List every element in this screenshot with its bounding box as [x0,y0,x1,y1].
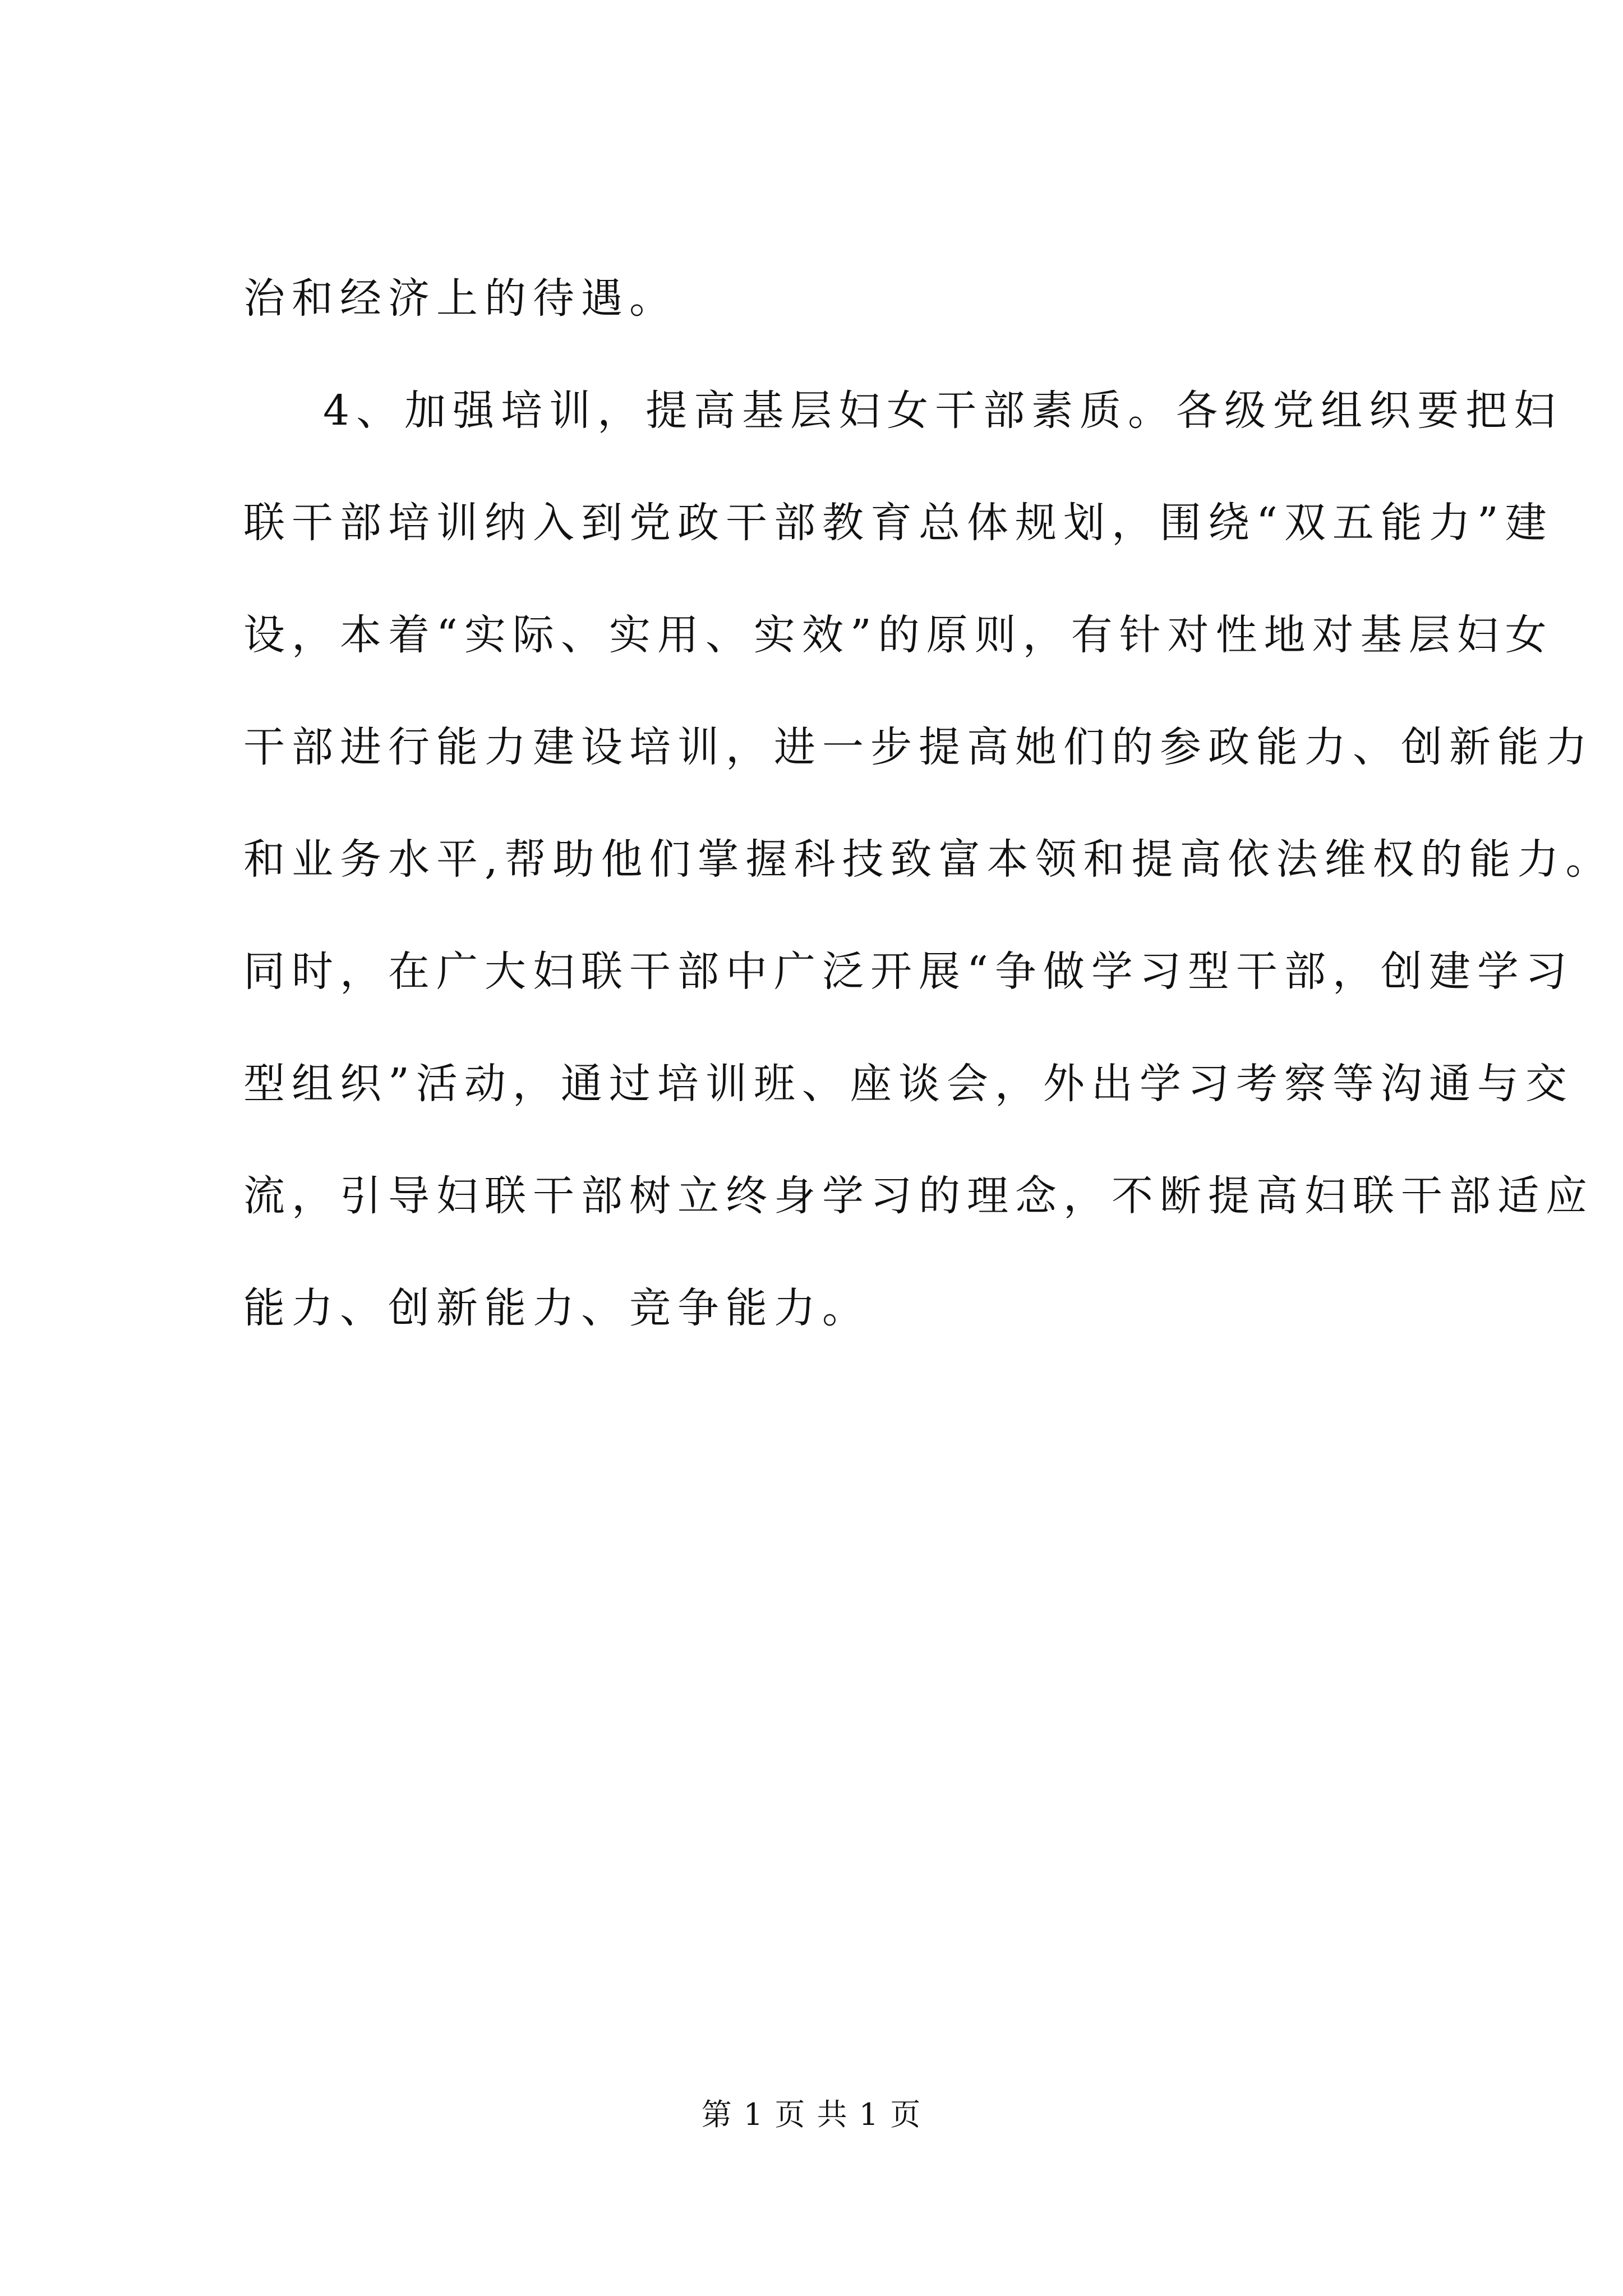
text-line: 和业务水平,帮助他们掌握科技致富本领和提高依法维权的能力。 [243,835,1614,884]
text-line: 治和经济上的待遇。 [243,274,677,323]
paragraph-first-line: 4、加强培训，提高基层妇女干部素质。各级党组织要把妇 [323,386,1562,435]
text-line: 型组织”活动，通过培训班、座谈会，外出学习考察等沟通与交 [243,1060,1574,1108]
text-line: 联干部培训纳入到党政干部教育总体规划，围绕“双五能力”建 [243,499,1553,547]
text-line: 流，引导妇联干部树立终身学习的理念，不断提高妇联干部适应 [243,1172,1594,1220]
text-line: 设，本着“实际、实用、实效”的原则，有针对性地对基层妇女 [243,611,1553,659]
text-line: 能力、创新能力、竞争能力。 [243,1284,870,1332]
text-line: 干部进行能力建设培训，进一步提高她们的参政能力、创新能力 [243,723,1594,771]
page-number-footer: 第 1 页 共 1 页 [701,2097,922,2132]
text-line: 同时，在广大妇联干部中广泛开展“争做学习型干部，创建学习 [243,947,1574,996]
